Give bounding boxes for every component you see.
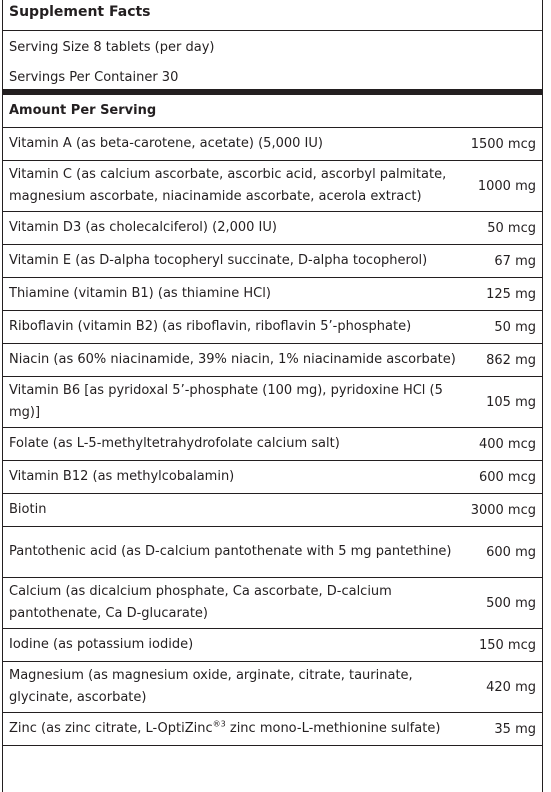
nutrient-name: Vitamin D3 (as cholecalciferol) (2,000 IU) — [9, 220, 277, 235]
nutrient-amount: 600 mcg — [478, 469, 536, 485]
nutrient-amount: 50 mcg — [487, 220, 536, 236]
nutrient-name: Magnesium (as magnesium oxide, arginate, citrate, taurinate, glycinate, ascorbate) — [9, 668, 413, 705]
nutrient-amount: 150 mcg — [478, 637, 536, 653]
nutrient-name: Thiamine (vitamin B1) (as thiamine HCl) — [9, 286, 271, 301]
nutrient-name: Biotin — [9, 502, 47, 517]
serving-size: Serving Size 8 tablets (per day) — [9, 40, 215, 55]
nutrient-name: Vitamin B6 [as pyridoxal 5’-phosphate (100 mg), pyridoxine HCl (5 mg)] — [9, 383, 443, 420]
nutrient-name: Vitamin B12 (as methylcobalamin) — [9, 469, 235, 484]
nutrient-amount: 500 mg — [486, 595, 536, 611]
nutrient-amount: 3000 mcg — [470, 502, 536, 518]
nutrient-row — [3, 278, 542, 311]
nutrient-row — [3, 629, 542, 662]
zinc-name-part: zinc mono-L-methionine sulfate) — [225, 721, 441, 736]
nutrient-row — [3, 377, 542, 428]
nutrient-amount: 35 mg — [494, 721, 536, 737]
zinc-name-part: Zinc (as zinc citrate, L-OptiZinc — [9, 721, 213, 736]
nutrient-amount: 862 mg — [486, 352, 536, 368]
amount-per-serving-header: Amount Per Serving — [3, 95, 542, 128]
nutrient-row — [3, 311, 542, 344]
nutrient-amount: 400 mcg — [478, 436, 536, 452]
nutrient-amount: 600 mg — [486, 544, 536, 560]
nutrient-row — [3, 161, 542, 212]
nutrient-row — [3, 245, 542, 278]
nutrient-amount: 125 mg — [486, 286, 536, 302]
nutrient-row — [3, 527, 542, 578]
nutrient-amount: 420 mg — [486, 679, 536, 695]
nutrient-name: Vitamin C (as calcium ascorbate, ascorbic acid, ascorbyl palmitate, magnesium ascorbate, niacinamide ascorbate, acerola extract) — [9, 167, 447, 204]
nutrient-amount: 1000 mg — [477, 178, 536, 194]
nutrient-row — [3, 662, 542, 713]
nutrient-amount: 105 mg — [486, 394, 536, 410]
nutrient-row — [3, 212, 542, 245]
nutrient-name: Folate (as L-5-methyltetrahydrofolate calcium salt) — [9, 436, 340, 451]
nutrient-row — [3, 713, 542, 746]
nutrient-name: Vitamin A (as beta-carotene, acetate) (5,000 IU) — [9, 136, 323, 151]
registered-trademark-superscript: ®3 — [212, 719, 226, 729]
nutrient-row — [3, 494, 542, 527]
nutrient-amount: 67 mg — [494, 253, 536, 269]
nutrient-row — [3, 578, 542, 629]
nutrient-row — [3, 128, 542, 161]
nutrient-name: Iodine (as potassium iodide) — [9, 637, 194, 652]
nutrient-amount: 50 mg — [494, 319, 536, 335]
nutrient-name: Niacin (as 60% niacinamide, 39% niacin, 1% niacinamide ascorbate) — [9, 352, 456, 367]
nutrient-name — [9, 718, 494, 740]
panel-title: Supplement Facts — [3, 0, 542, 31]
nutrient-row — [3, 461, 542, 494]
nutrient-amount: 1500 mcg — [470, 136, 536, 152]
supplement-facts-panel — [2, 0, 543, 792]
servings-per-container: Servings Per Container 30 — [3, 63, 542, 95]
nutrient-name: Vitamin E (as D-alpha tocopheryl succinate, D-alpha tocopherol) — [9, 253, 428, 268]
nutrient-row — [3, 428, 542, 461]
nutrient-name: Pantothenic acid (as D-calcium pantothenate with 5 mg pantethine) — [9, 544, 452, 559]
nutrient-row — [3, 344, 542, 377]
nutrient-name: Riboflavin (vitamin B2) (as riboflavin, riboflavin 5’-phosphate) — [9, 319, 412, 334]
nutrient-name: Calcium (as dicalcium phosphate, Ca ascorbate, D-calcium pantothenate, Ca D-glucarate) — [9, 584, 392, 621]
